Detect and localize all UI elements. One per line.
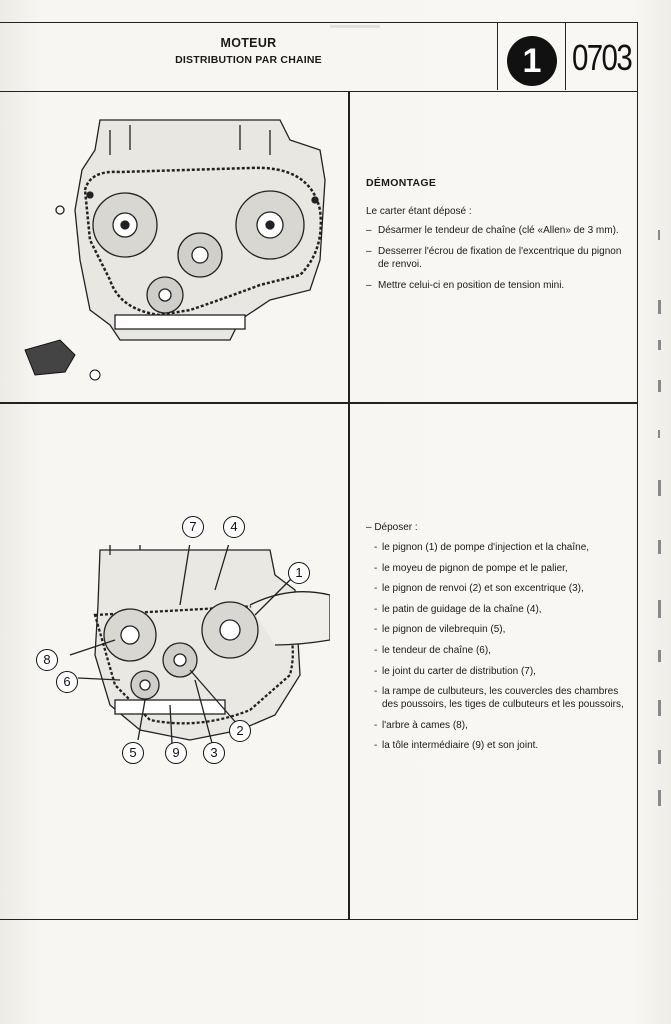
dash: - xyxy=(374,583,378,595)
callout-1: 1 xyxy=(288,562,310,584)
dash: – xyxy=(366,280,372,291)
callout-5: 5 xyxy=(122,742,144,764)
step-text: Mettre celui-ci en position de tension mini. xyxy=(378,280,565,291)
item-text: le pignon de vilebrequin (5), xyxy=(382,624,506,636)
callout-3: 3 xyxy=(203,742,225,764)
chapter-badge-box xyxy=(498,22,566,90)
chapter-number: 1 xyxy=(507,36,557,86)
dash: - xyxy=(374,665,378,677)
item-text: la tôle intermédiaire (9) et son joint. xyxy=(382,740,539,752)
deposer-title: – Déposer : xyxy=(366,522,418,533)
list-item xyxy=(374,665,636,678)
demontage-steps xyxy=(366,224,626,300)
dash: - xyxy=(374,562,378,574)
dash: - xyxy=(374,644,378,656)
list-item xyxy=(366,224,626,237)
item-text: le tendeur de chaîne (6), xyxy=(382,644,491,656)
page-code: 0703 xyxy=(572,37,632,78)
list-item xyxy=(374,719,636,732)
list-item xyxy=(374,603,636,616)
item-text: le joint du carter de distribution (7), xyxy=(382,665,536,677)
title-box xyxy=(0,22,498,90)
callout-4: 4 xyxy=(223,516,245,538)
list-item xyxy=(374,541,636,554)
bleed-through: ▬▬▬▬▬ xyxy=(330,20,380,31)
step-text: Désarmer le tendeur de chaîne (clé «Allen» de 3 mm). xyxy=(378,225,619,236)
dash: – xyxy=(366,246,372,257)
engine-illustration-bottom xyxy=(40,545,330,775)
list-item xyxy=(374,582,636,595)
dash: - xyxy=(374,624,378,636)
dash: – xyxy=(366,225,372,236)
list-item xyxy=(374,685,636,711)
callout-2: 2 xyxy=(229,720,251,742)
dash: - xyxy=(374,603,378,615)
page-subtitle: DISTRIBUTION PAR CHAINE xyxy=(175,54,322,66)
callout-6: 6 xyxy=(56,671,78,693)
item-text: le pignon de renvoi (2) et son excentrique (3), xyxy=(382,583,584,595)
list-item xyxy=(374,739,636,752)
engine-illustration-top xyxy=(20,110,340,390)
header xyxy=(0,22,638,92)
callout-8: 8 xyxy=(36,649,58,671)
page-code-box xyxy=(566,22,638,90)
item-text: la rampe de culbuteurs, les couvercles des chambres des poussoirs, les tiges de culbuteurs et les poussoirs, xyxy=(382,686,624,711)
item-text: le patin de guidage de la chaîne (4), xyxy=(382,603,542,615)
list-item xyxy=(374,644,636,657)
scan-margin-marks xyxy=(650,180,670,840)
dash: - xyxy=(374,719,378,731)
callout-7: 7 xyxy=(182,516,204,538)
list-item xyxy=(374,623,636,636)
page-title: MOTEUR xyxy=(220,36,277,50)
dash: - xyxy=(374,686,378,698)
deposer-list xyxy=(374,541,636,760)
list-item xyxy=(366,245,626,271)
demontage-intro: Le carter étant déposé : xyxy=(366,206,472,217)
dash: - xyxy=(374,542,378,553)
step-text: Desserrer l'écrou de fixation de l'excentrique du pignon de renvoi. xyxy=(378,246,622,270)
column-divider xyxy=(348,92,350,920)
item-text: le pignon (1) de pompe d'injection et la chaîne, xyxy=(382,542,590,553)
list-item xyxy=(374,562,636,575)
list-item xyxy=(366,279,626,292)
dash: - xyxy=(374,740,378,752)
row-divider xyxy=(0,402,638,404)
item-text: le moyeu de pignon de pompe et le palier, xyxy=(382,562,568,574)
callout-9: 9 xyxy=(165,742,187,764)
item-text: l'arbre à cames (8), xyxy=(382,719,468,731)
section-title-demontage: DÉMONTAGE xyxy=(366,177,437,189)
